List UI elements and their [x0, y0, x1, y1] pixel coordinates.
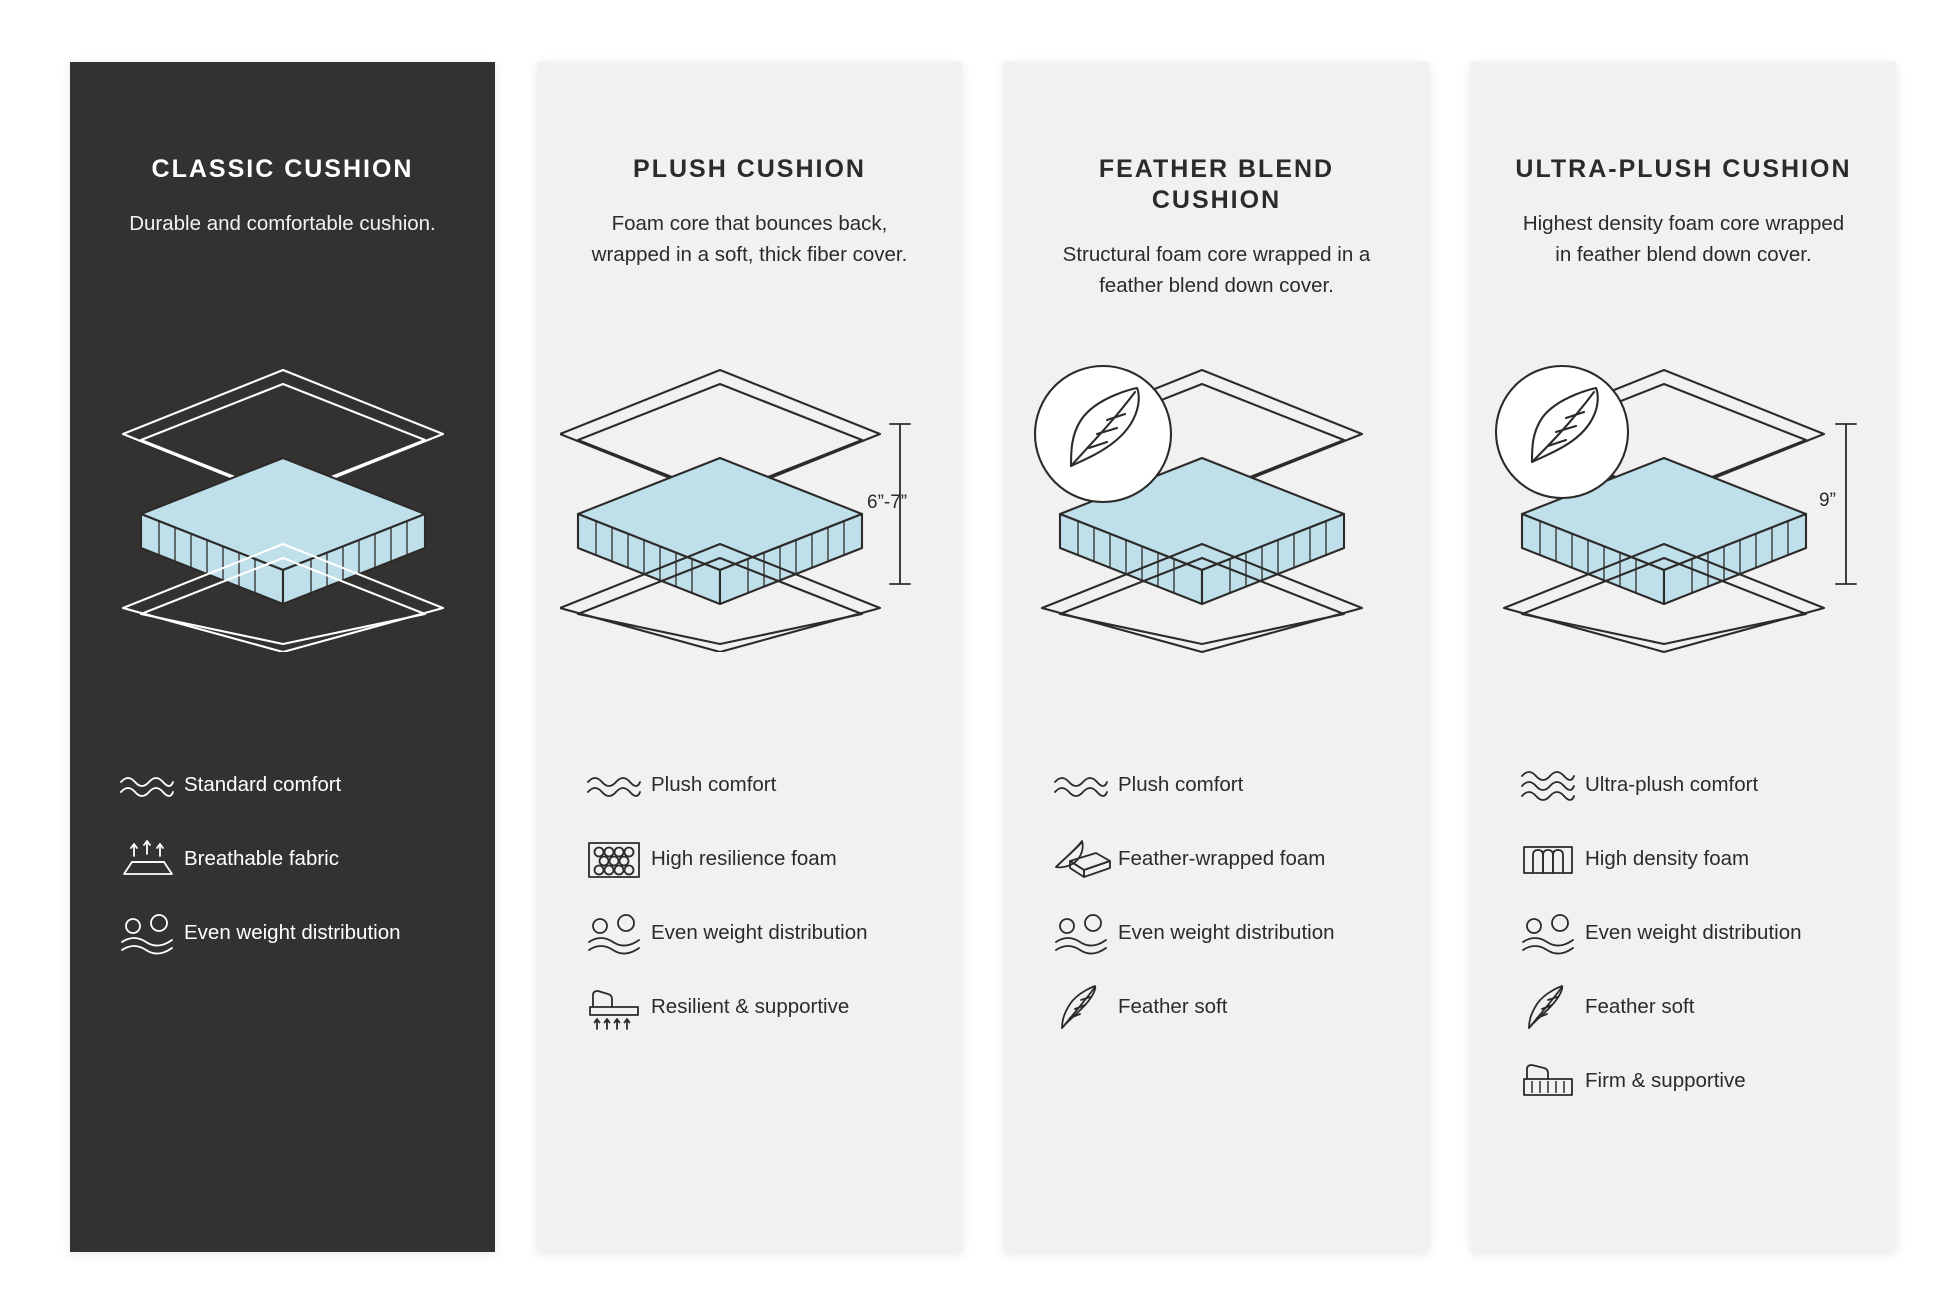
feather-icon — [1052, 984, 1118, 1032]
feature-item[interactable] — [585, 762, 920, 810]
feature-item[interactable] — [1519, 836, 1854, 884]
feature-label: Even weight distribution — [651, 921, 868, 944]
cushion-card-plush[interactable] — [537, 62, 962, 1252]
feature-list — [1004, 762, 1429, 1058]
card-description: Structural foam core wrapped in a feather blend down cover. — [1062, 243, 1371, 297]
feature-item[interactable] — [1519, 984, 1854, 1032]
honeycomb-foam-icon — [585, 836, 651, 884]
foam-core-layer — [141, 458, 425, 604]
cushion-layers-illustration — [70, 362, 495, 662]
feature-item[interactable] — [1052, 836, 1387, 884]
feature-list — [1471, 762, 1896, 1132]
feature-list — [537, 762, 962, 1058]
dimension-label: 6”-7” — [867, 492, 908, 513]
card-description: Highest density foam core wrapped in feather blend down cover. — [1522, 212, 1845, 266]
foam-core-layer — [578, 458, 862, 604]
feature-item[interactable] — [118, 836, 453, 884]
wave-icon — [1052, 762, 1118, 810]
feature-label: Firm & supportive — [1585, 1069, 1746, 1092]
card-description: Foam core that bounces back, wrapped in a soft, thick fiber cover. — [591, 212, 908, 266]
feature-label: Plush comfort — [1118, 773, 1244, 796]
card-description: Durable and comfortable cushion. — [129, 212, 436, 235]
card-title: PLUSH CUSHION — [633, 155, 866, 183]
feature-label: Plush comfort — [651, 773, 777, 796]
weight-distribution-icon — [1052, 910, 1118, 958]
feature-label: Feather-wrapped foam — [1118, 847, 1326, 870]
feature-label: Ultra-plush comfort — [1585, 773, 1759, 796]
cushion-layers-illustration — [1471, 362, 1896, 662]
wave-icon — [1519, 762, 1585, 810]
card-title: FEATHER BLEND CUSHION — [1098, 155, 1335, 214]
feature-item[interactable] — [1052, 762, 1387, 810]
feature-item[interactable] — [1519, 1058, 1854, 1106]
feature-item[interactable] — [1519, 762, 1854, 810]
firm-seat-icon — [1519, 1058, 1585, 1106]
feature-item[interactable] — [585, 984, 920, 1032]
card-title: CLASSIC CUSHION — [151, 155, 414, 183]
feature-item[interactable] — [1519, 910, 1854, 958]
cushion-card-classic[interactable] — [70, 62, 495, 1252]
feature-label: Breathable fabric — [184, 847, 339, 870]
feature-item[interactable] — [585, 836, 920, 884]
feature-label: Even weight distribution — [1118, 921, 1335, 944]
feature-item[interactable] — [1052, 984, 1387, 1032]
cushion-layers-illustration — [1004, 362, 1429, 662]
breathable-fabric-icon — [118, 836, 184, 884]
feature-item[interactable] — [118, 762, 453, 810]
feature-label: Resilient & supportive — [651, 995, 850, 1018]
feather-icon — [1519, 984, 1585, 1032]
cushion-card-row — [70, 62, 1896, 1252]
dimension-label: 9” — [1819, 490, 1836, 511]
feature-label: Even weight distribution — [1585, 921, 1802, 944]
feather-badge-icon — [1496, 366, 1628, 498]
weight-distribution-icon — [1519, 910, 1585, 958]
feature-list — [70, 762, 495, 984]
feature-item[interactable] — [1052, 910, 1387, 958]
feather-badge-icon — [1035, 366, 1171, 502]
feather-wrapped-foam-icon — [1052, 836, 1118, 884]
feature-item[interactable] — [118, 910, 453, 958]
feature-label: Feather soft — [1585, 995, 1695, 1018]
feature-label: Standard comfort — [184, 773, 342, 796]
cushion-card-ultra-plush[interactable] — [1471, 62, 1896, 1252]
feature-label: High resilience foam — [651, 847, 837, 870]
wave-icon — [585, 762, 651, 810]
weight-distribution-icon — [118, 910, 184, 958]
feature-label: High density foam — [1585, 847, 1750, 870]
cushion-card-feather-blend[interactable] — [1004, 62, 1429, 1252]
feature-item[interactable] — [585, 910, 920, 958]
weight-distribution-icon — [585, 910, 651, 958]
wave-icon — [118, 762, 184, 810]
feature-label: Even weight distribution — [184, 921, 401, 944]
card-title: ULTRA-PLUSH CUSHION — [1515, 155, 1852, 183]
feature-label: Feather soft — [1118, 995, 1228, 1018]
supportive-seat-icon — [585, 984, 651, 1032]
high-density-foam-icon — [1519, 836, 1585, 884]
cushion-layers-illustration — [537, 362, 962, 662]
